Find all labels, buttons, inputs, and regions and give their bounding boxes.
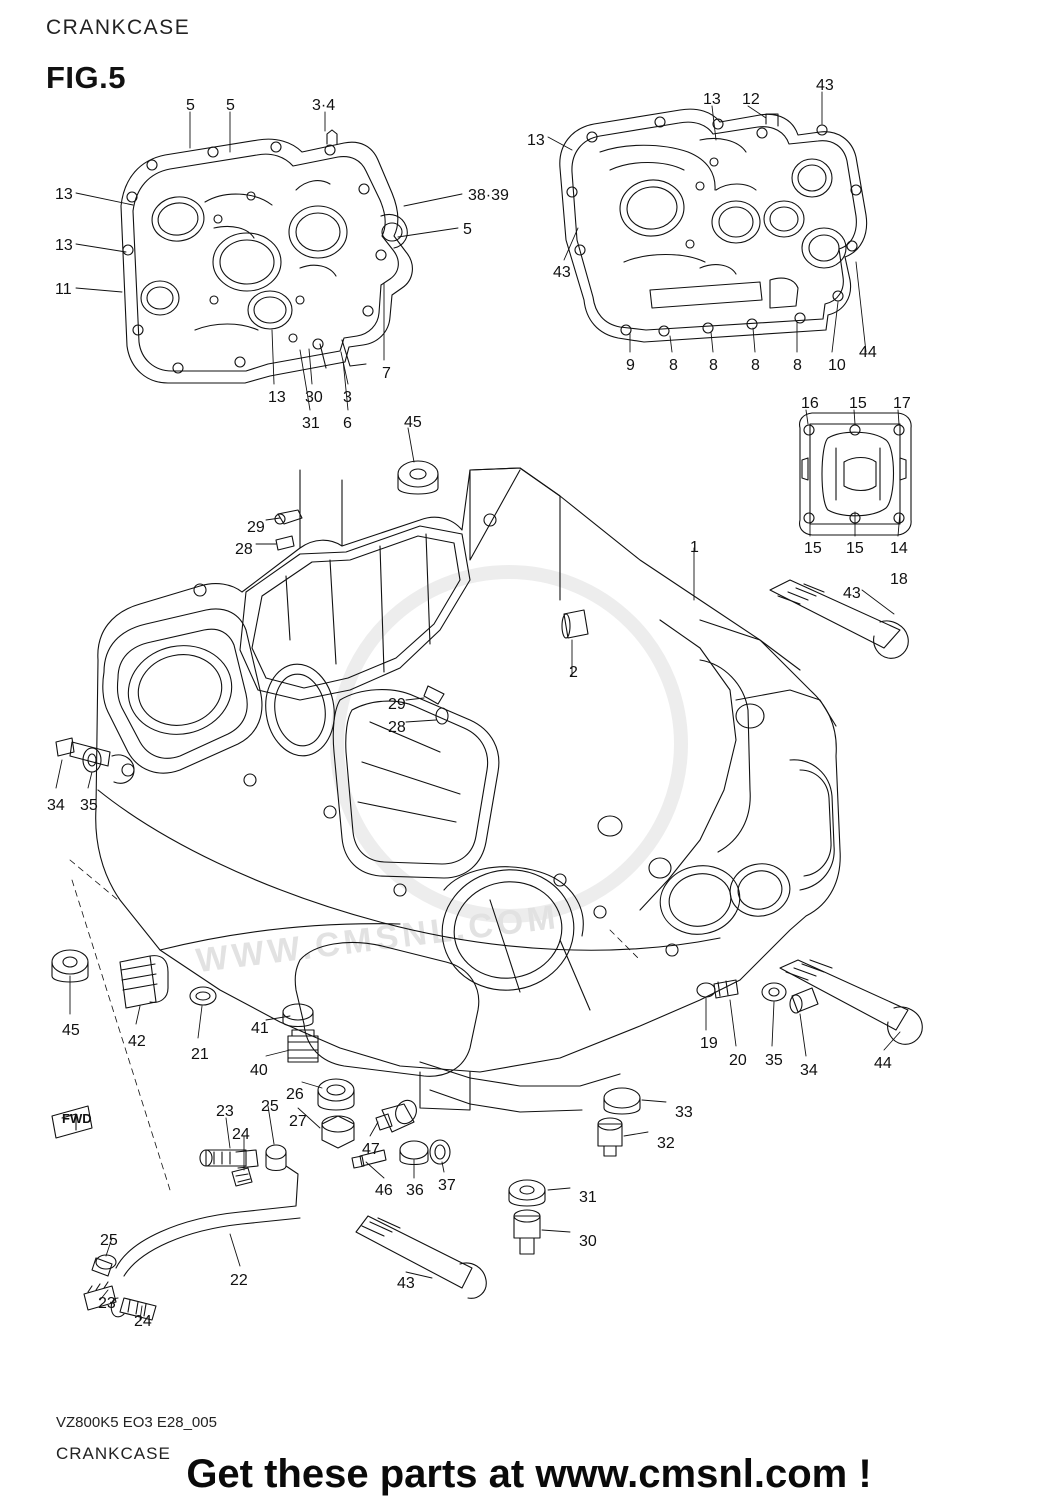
part-21-oring — [190, 987, 216, 1005]
callout-37: 37 — [438, 1177, 456, 1194]
callout-15: 15 — [846, 540, 864, 557]
callout-22: 22 — [230, 1272, 248, 1289]
part-33-washer — [604, 1088, 640, 1114]
part-47-sensor — [376, 1097, 420, 1132]
callout-27: 27 — [289, 1113, 307, 1130]
callout-12: 12 — [742, 91, 760, 108]
callout-17: 17 — [893, 395, 911, 412]
top-left-case-half — [121, 130, 412, 383]
callout-9: 9 — [626, 357, 635, 374]
callout-8: 8 — [669, 357, 678, 374]
callout-25: 25 — [100, 1232, 118, 1249]
callout-43: 43 — [843, 585, 861, 602]
callout-13: 13 — [268, 389, 286, 406]
callout-13: 13 — [55, 186, 73, 203]
part-27-nut — [322, 1116, 354, 1148]
part-23-24-25-upper — [200, 1145, 286, 1186]
callout-11: 11 — [55, 281, 72, 298]
page-header-title: CRANKCASE — [46, 16, 191, 39]
part-22-oil-pipe — [92, 1166, 300, 1276]
callout-43: 43 — [553, 264, 571, 281]
callout-33: 33 — [675, 1104, 693, 1121]
callout-3: 3 — [343, 389, 352, 406]
callout-47: 47 — [362, 1141, 380, 1158]
callout-31: 31 — [302, 415, 320, 432]
callout-43: 43 — [397, 1275, 415, 1292]
callout-8: 8 — [751, 357, 760, 374]
callout-6: 6 — [343, 415, 352, 432]
callout-5: 5 — [186, 97, 195, 114]
part-26-seal — [318, 1079, 354, 1110]
callout-34: 34 — [800, 1062, 818, 1079]
callout-30: 30 — [305, 389, 323, 406]
callout-23: 23 — [216, 1103, 234, 1120]
callout-44: 44 — [859, 344, 877, 361]
callout-1: 1 — [690, 539, 699, 556]
callout-30: 30 — [579, 1233, 597, 1250]
callout-24: 24 — [134, 1313, 152, 1330]
callout-5: 5 — [226, 97, 235, 114]
callout-8: 8 — [709, 357, 718, 374]
callout-28: 28 — [388, 719, 406, 736]
callout-26: 26 — [286, 1086, 304, 1103]
callout-44: 44 — [874, 1055, 892, 1072]
part-25-23-24-lower — [84, 1255, 156, 1320]
callout-43: 43 — [816, 77, 834, 94]
callout-8: 8 — [793, 357, 802, 374]
callout-29: 29 — [388, 696, 406, 713]
callout-40: 40 — [250, 1062, 268, 1079]
callout-10: 10 — [828, 357, 846, 374]
callout-36: 36 — [406, 1182, 424, 1199]
part-43-bolt-upper-right — [770, 580, 908, 658]
part-37-oring — [430, 1140, 450, 1164]
callout-21: 21 — [191, 1046, 209, 1063]
part-43-bolt-bottom — [356, 1216, 486, 1298]
watermark-text: WWW.CMSNL.COM — [193, 897, 562, 981]
callout-3-4: 3·4 — [312, 97, 336, 114]
fwd-marker-label: FWD — [62, 1111, 92, 1126]
part-34-35-left — [56, 738, 134, 783]
part-45-washer-top — [398, 461, 438, 494]
figure-label: FIG.5 — [46, 60, 127, 95]
callout-35: 35 — [765, 1052, 783, 1069]
callout-35: 35 — [80, 797, 98, 814]
callout-15: 15 — [849, 395, 867, 412]
part-32-bolt — [598, 1118, 622, 1156]
footer-part-code: VZ800K5 EO3 E28_005 — [56, 1414, 217, 1431]
callout-28: 28 — [235, 541, 253, 558]
promo-banner: Get these parts at www.cmsnl.com ! — [186, 1452, 872, 1496]
callout-2: 2 — [569, 664, 578, 681]
callout-46: 46 — [375, 1182, 393, 1199]
callout-13: 13 — [527, 132, 545, 149]
part-29-28-top — [275, 510, 302, 550]
callout-5: 5 — [463, 221, 472, 238]
callout-7: 7 — [382, 365, 391, 382]
callout-14: 14 — [890, 540, 908, 557]
callout-41: 41 — [251, 1020, 269, 1037]
part-42-plug — [120, 956, 168, 1008]
callout-24: 24 — [232, 1126, 250, 1143]
callout-38-39: 38·39 — [468, 187, 509, 204]
callout-23: 23 — [98, 1295, 116, 1312]
part-2-dowel — [562, 610, 588, 638]
callout-34: 34 — [47, 797, 65, 814]
callout-15: 15 — [804, 540, 822, 557]
footer-title: CRANKCASE — [56, 1444, 171, 1463]
callout-20: 20 — [729, 1052, 747, 1069]
part-41-washer — [283, 1004, 313, 1027]
callout-45: 45 — [404, 414, 422, 431]
callout-31: 31 — [579, 1189, 597, 1206]
callout-45: 45 — [62, 1022, 80, 1039]
callout-13: 13 — [703, 91, 721, 108]
callout-42: 42 — [128, 1033, 146, 1050]
callout-29: 29 — [247, 519, 265, 536]
part-31-washer — [509, 1180, 545, 1206]
callout-32: 32 — [657, 1135, 675, 1152]
part-19-20-35-34 — [697, 980, 818, 1013]
callout-25: 25 — [261, 1098, 279, 1115]
part-30-bolt — [514, 1210, 540, 1254]
callout-16: 16 — [801, 395, 819, 412]
part-40-plug — [288, 1030, 318, 1062]
main-crankcase-assembly — [96, 468, 841, 1112]
callout-18: 18 — [890, 571, 908, 588]
top-right-case-half — [560, 109, 867, 342]
callout-19: 19 — [700, 1035, 718, 1052]
callout-13: 13 — [55, 237, 73, 254]
